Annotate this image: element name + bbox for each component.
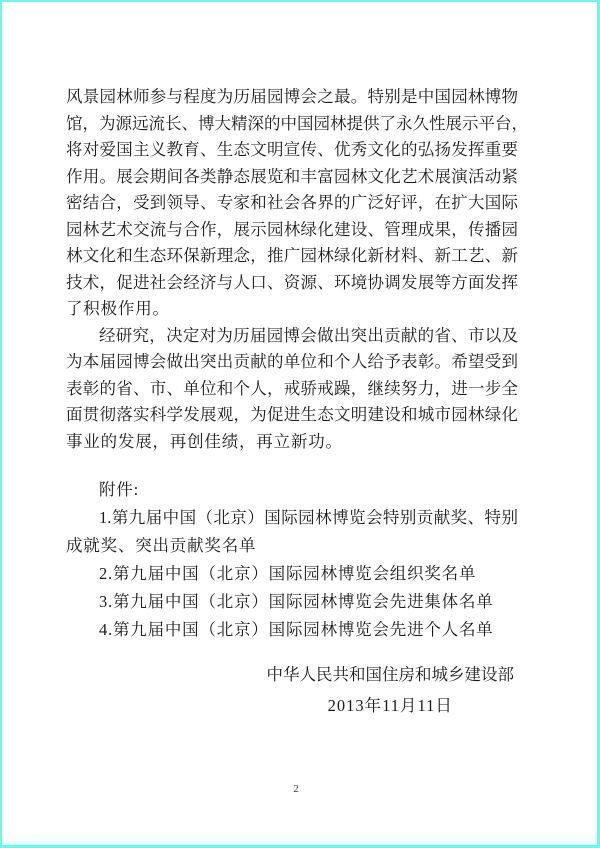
issuer-line: 中华人民共和国住房和城乡建设部 xyxy=(266,665,514,684)
body-text-line: 经研究，决定对为历届园博会做出突出贡献的省、市以及 xyxy=(99,325,518,345)
attachments-heading: 附件: xyxy=(99,480,139,499)
body-text-line: 面贯彻落实科学发展观，为促进生态文明建设和城市园林绿化 xyxy=(66,405,518,424)
body-text-line: 园林艺术交流与合作，展示园林绿化建设、管理成果，传播园 xyxy=(66,219,518,239)
body-text-line: 作用。展会期间各类静态展览和丰富园林文化艺术展演活动紧 xyxy=(66,166,518,186)
body-text-line: 为本届园博会做出突出贡献的单位和个人给予表彰。希望受到 xyxy=(66,352,518,371)
body-text-line: 密结合，受到领导、专家和社会各界的广泛好评，在扩大国际 xyxy=(66,193,518,212)
page-number: 2 xyxy=(293,783,299,795)
date-line: 2013年11月11日 xyxy=(327,696,453,715)
document-body xyxy=(66,84,528,455)
attachment-item-line: 成就奖、突出贡献奖名单 xyxy=(66,536,257,555)
body-text-line: 馆，为源远流长、博大精深的中国园林提供了永久性展示平台， xyxy=(66,113,528,133)
body-text-line: 了积极作用。 xyxy=(66,299,170,318)
body-text-line: 将对爱国主义教育、生态文明宣传、优秀文化的弘扬发挥重要 xyxy=(66,140,518,159)
body-text-line: 技术，促进社会经济与人口、资源、环境协调发展等方面发挥 xyxy=(66,272,518,292)
attachment-item-line: 4.第九届中国（北京）国际园林博览会先进个人名单 xyxy=(99,620,494,639)
body-text-line: 林文化和生态环保新理念，推广园林绿化新材料、新工艺、新 xyxy=(66,246,518,265)
attachment-item-line: 2.第九届中国（北京）国际园林博览会组织奖名单 xyxy=(99,564,477,583)
attachment-item-line: 3.第九届中国（北京）国际园林博览会先进集体名单 xyxy=(99,592,494,611)
body-text-line: 风景园林师参与程度为历届园博会之最。特别是中国园林博物 xyxy=(66,87,518,106)
attachments-section xyxy=(66,476,518,644)
attachment-item-line: 1.第九届中国（北京）国际园林博览会特别贡献奖、特别 xyxy=(99,508,518,527)
signature-block xyxy=(267,659,515,721)
body-text-line: 表彰的省、市、单位和个人，戒骄戒躁，继续努力，进一步全 xyxy=(66,378,518,398)
body-text-line: 事业的发展，再创佳绩，再立新功。 xyxy=(66,431,343,451)
